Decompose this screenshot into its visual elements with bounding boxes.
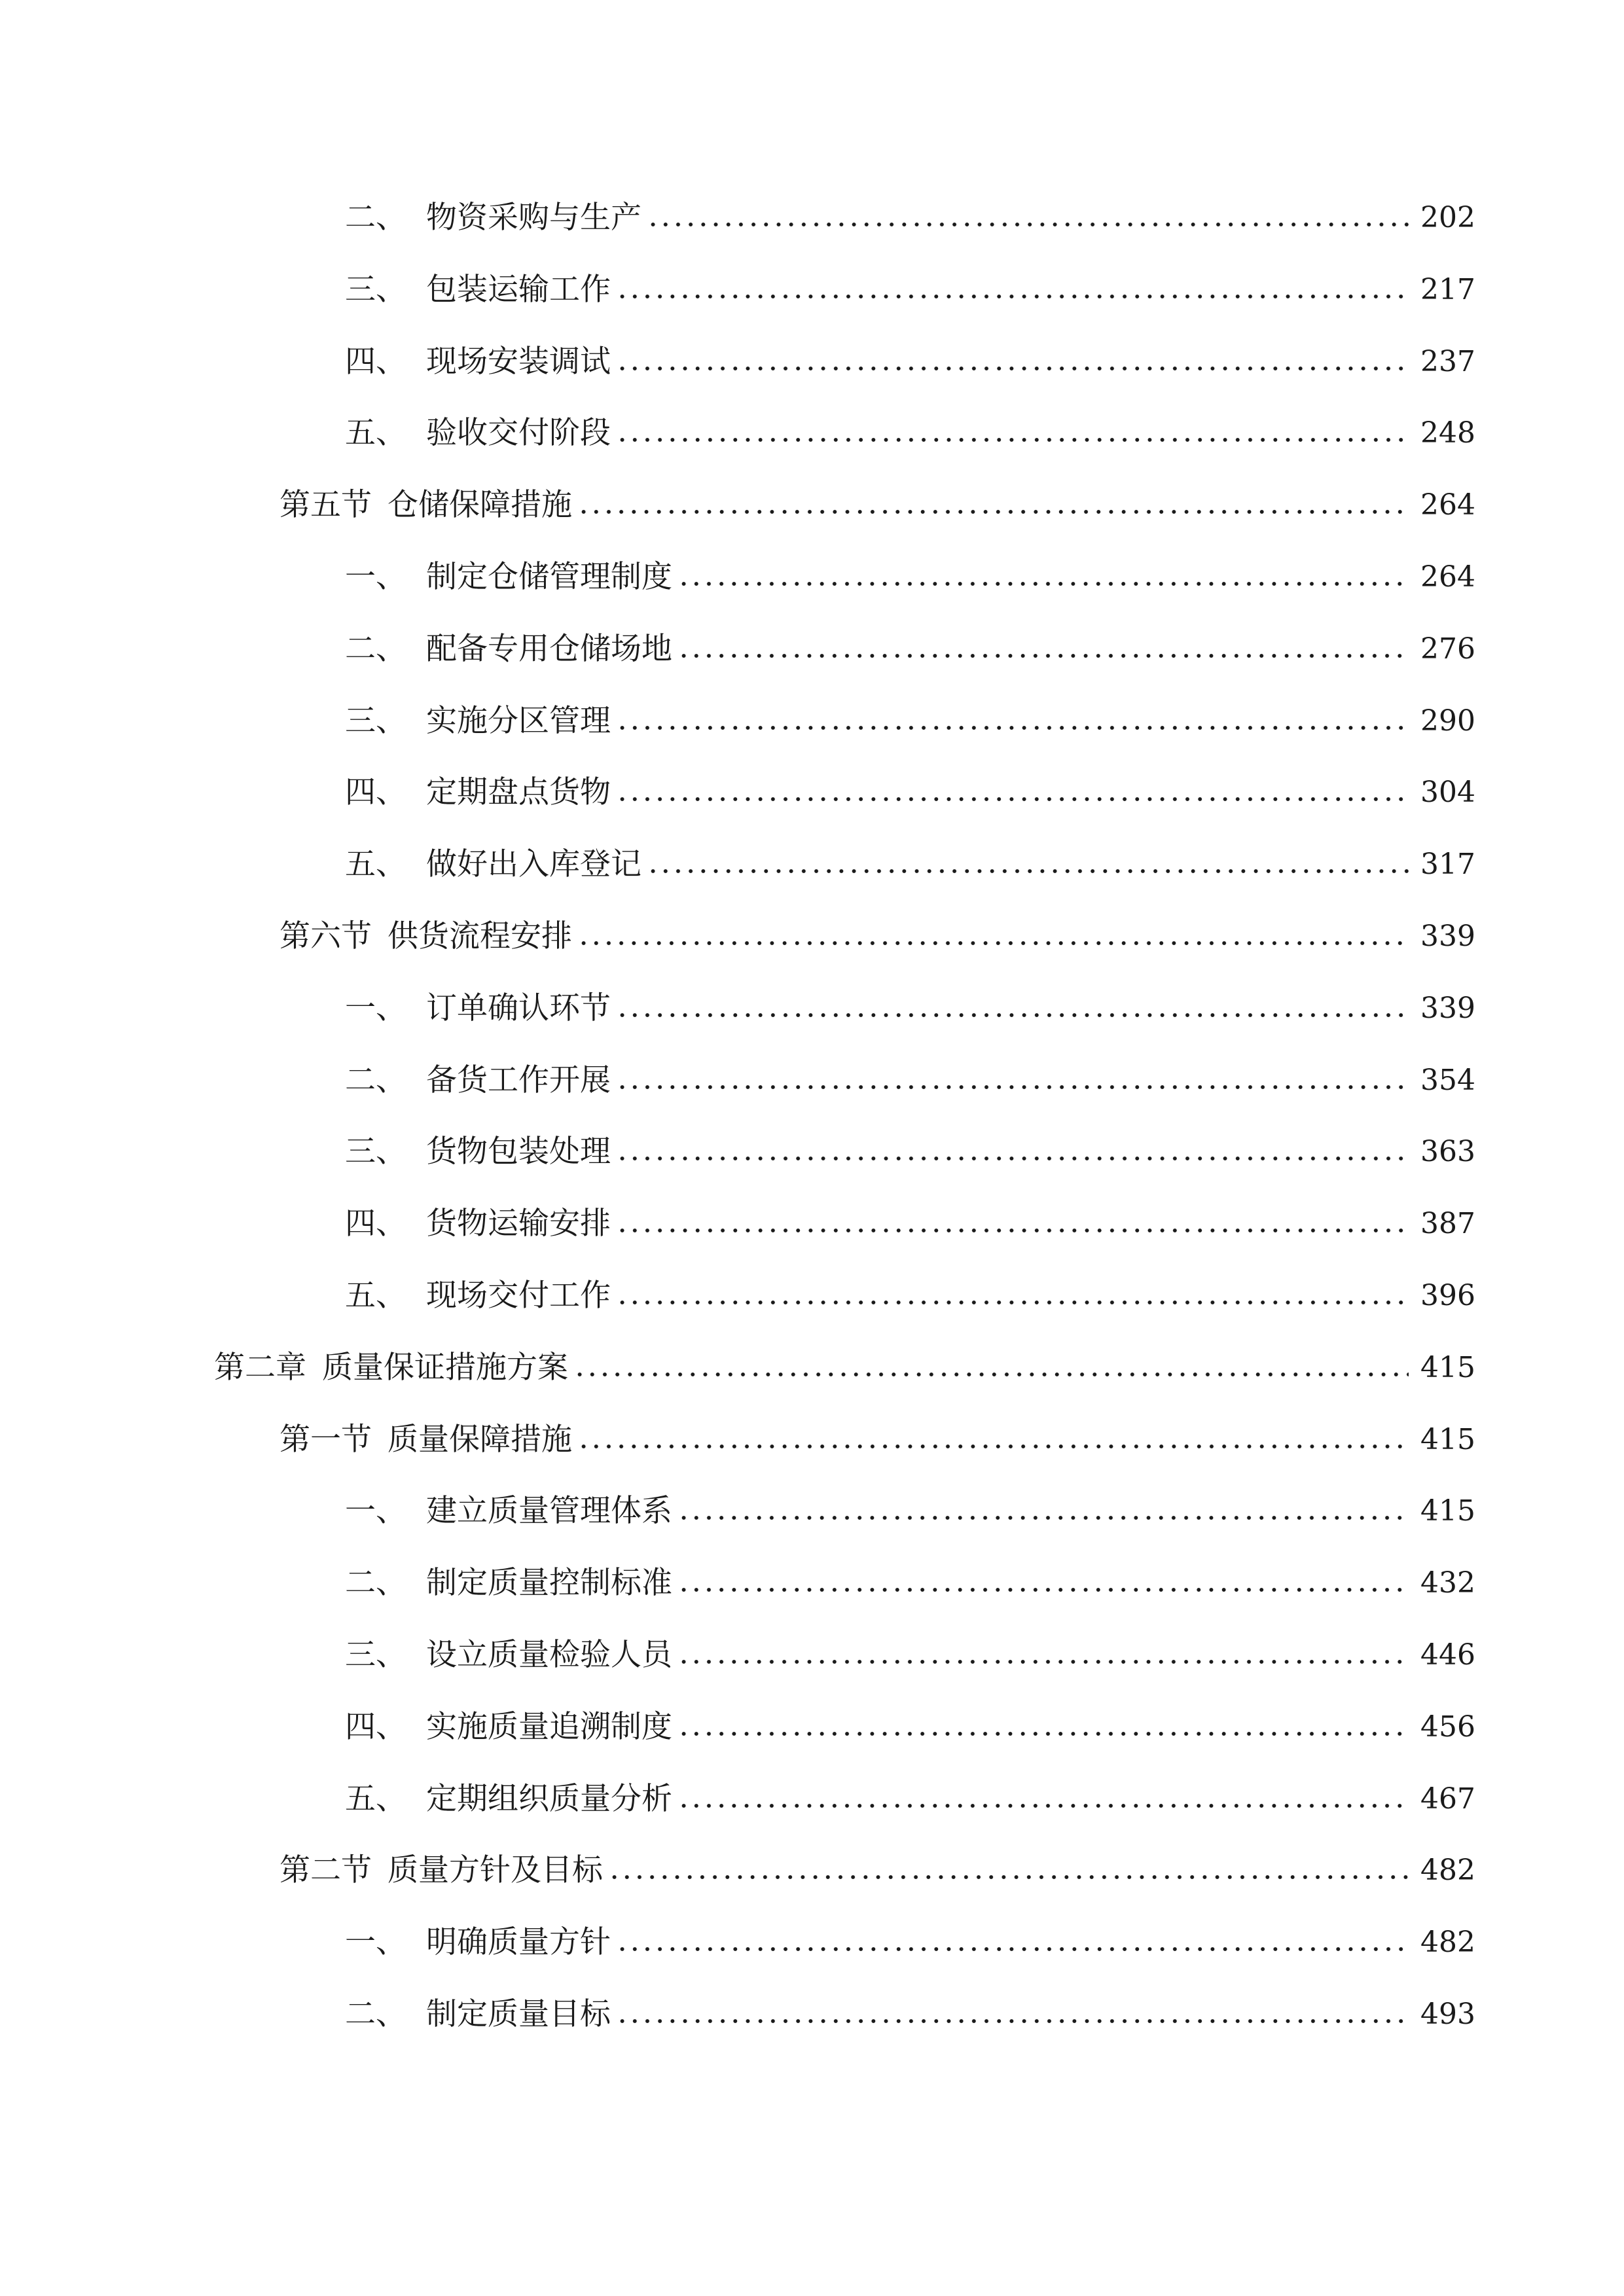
dot-leader [573,1371,1409,1378]
dot-leader [677,1658,1409,1666]
toc-entry-page-number: 217 [1420,273,1475,306]
dot-leader [647,867,1409,875]
dot-leader [616,436,1409,444]
dot-leader [677,1514,1409,1522]
toc-entry[interactable] [345,1767,1475,1819]
toc-entry[interactable] [345,689,1475,741]
toc-entry[interactable] [345,401,1475,453]
toc-entry-number: 二、 [345,1565,406,1601]
dot-leader [608,1873,1409,1881]
toc-entry[interactable] [345,1910,1475,1962]
toc-entry-number: 三、 [345,272,406,308]
toc-entry[interactable] [280,1407,1475,1460]
toc-entry-page-number: 415 [1420,1423,1475,1456]
toc-entry[interactable] [280,473,1475,525]
toc-entry-number: 第二章 [214,1350,306,1386]
dot-leader [616,1083,1409,1091]
toc-entry-number: 一、 [345,559,406,595]
dot-leader [647,221,1409,228]
toc-entry[interactable] [345,1982,1475,2034]
toc-entry-page-number: 493 [1420,1998,1475,2031]
toc-entry-number: 第六节 [280,918,372,954]
toc-entry-title: 设立质量检验人员 [426,1637,672,1673]
toc-entry[interactable] [345,329,1475,382]
toc-entry[interactable] [345,545,1475,597]
toc-entry-number: 第五节 [280,487,372,523]
toc-entry[interactable] [345,1623,1475,1675]
dot-leader [616,795,1409,803]
toc-entry-number: 二、 [345,631,406,667]
toc-entry-page-number: 482 [1420,1926,1475,1959]
toc-entry-number: 一、 [345,1924,406,1960]
toc-entry-page-number: 446 [1420,1638,1475,1672]
toc-entry-page-number: 363 [1420,1135,1475,1168]
toc-entry-title: 质量方针及目标 [388,1852,603,1888]
dot-leader [616,1227,1409,1234]
toc-entry[interactable] [280,1838,1475,1890]
dot-leader [616,1155,1409,1162]
toc-entry[interactable] [345,1695,1475,1747]
toc-entry-title: 现场交付工作 [426,1278,611,1314]
toc-entry[interactable] [345,760,1475,812]
toc-entry-title: 备货工作开展 [426,1062,611,1098]
toc-entry-title: 实施分区管理 [426,703,611,739]
toc-entry-title: 货物运输安排 [426,1206,611,1242]
dot-leader [677,580,1409,588]
toc-entry-page-number: 415 [1420,1494,1475,1528]
toc-entry-title: 明确质量方针 [426,1924,611,1960]
toc-entry-title: 建立质量管理体系 [426,1493,672,1529]
toc-entry-title: 验收交付阶段 [426,415,611,451]
toc-entry-title: 配备专用仓储场地 [426,631,672,667]
toc-entry-page-number: 290 [1420,704,1475,738]
dot-leader [577,508,1409,516]
toc-entry-title: 制定仓储管理制度 [426,559,672,595]
toc-entry-title: 制定质量目标 [426,1996,611,2032]
toc-entry[interactable] [345,1119,1475,1172]
toc-entry-page-number: 415 [1420,1351,1475,1384]
toc-entry-page-number: 387 [1420,1207,1475,1240]
dot-leader [577,939,1409,947]
toc-entry-number: 二、 [345,1996,406,2032]
toc-entry-title: 质量保障措施 [388,1422,572,1458]
toc-entry-page-number: 456 [1420,1710,1475,1744]
toc-entry-page-number: 482 [1420,1854,1475,1887]
toc-entry[interactable] [345,832,1475,884]
dot-leader [616,1299,1409,1306]
toc-entry[interactable] [345,185,1475,238]
toc-entry-number: 第二节 [280,1852,372,1888]
toc-entry-number: 二、 [345,200,406,236]
dot-leader [616,2017,1409,2025]
toc-entry-title: 订单确认环节 [426,990,611,1026]
dot-leader [616,1945,1409,1953]
toc-entry-page-number: 264 [1420,488,1475,522]
toc-entry-title: 实施质量追溯制度 [426,1709,672,1745]
toc-entry-page-number: 202 [1420,201,1475,234]
toc-entry[interactable] [345,1048,1475,1100]
toc-entry[interactable] [345,257,1475,310]
toc-entry[interactable] [345,1263,1475,1316]
toc-entry-title: 制定质量控制标准 [426,1565,672,1601]
toc-entry-page-number: 396 [1420,1279,1475,1312]
toc-entry-page-number: 339 [1420,992,1475,1025]
toc-entry-number: 四、 [345,1709,406,1745]
toc-entry[interactable] [280,904,1475,956]
toc-entry-number: 三、 [345,703,406,739]
toc-entry-title: 货物包装处理 [426,1134,611,1170]
dot-leader [616,365,1409,372]
toc-entry-title: 包装运输工作 [426,272,611,308]
toc-entry-title: 供货流程安排 [388,918,572,954]
dot-leader [616,1011,1409,1019]
dot-leader [616,293,1409,300]
toc-entry-number: 第一节 [280,1422,372,1458]
toc-entry[interactable] [345,1551,1475,1603]
toc-entry-page-number: 339 [1420,920,1475,953]
toc-entry-page-number: 317 [1420,848,1475,881]
toc-entry-number: 一、 [345,1493,406,1529]
dot-leader [577,1443,1409,1450]
dot-leader [677,652,1409,660]
toc-entry-number: 五、 [345,1781,406,1817]
toc-entry[interactable] [345,976,1475,1028]
toc-entry-page-number: 432 [1420,1566,1475,1600]
toc-entry-number: 四、 [345,1206,406,1242]
toc-entry-number: 五、 [345,846,406,882]
toc-entry-number: 四、 [345,344,406,380]
toc-entry[interactable] [345,617,1475,669]
toc-entry-title: 定期盘点货物 [426,774,611,810]
toc-entry[interactable] [214,1335,1475,1388]
toc-entry-title: 做好出入库登记 [426,846,641,882]
dot-leader [677,1586,1409,1594]
toc-entry-title: 现场安装调试 [426,344,611,380]
toc-entry-number: 三、 [345,1134,406,1170]
toc-entry-page-number: 304 [1420,776,1475,809]
toc-entry-page-number: 276 [1420,632,1475,666]
toc-entry[interactable] [345,1479,1475,1531]
toc-entry-number: 四、 [345,774,406,810]
toc-entry-title: 物资采购与生产 [426,200,641,236]
toc-entry-number: 二、 [345,1062,406,1098]
toc-entry-page-number: 467 [1420,1782,1475,1816]
toc-entry-title: 定期组织质量分析 [426,1781,672,1817]
toc-entry-title: 仓储保障措施 [388,487,572,523]
toc-entry-title: 质量保证措施方案 [322,1350,568,1386]
dot-leader [616,724,1409,732]
toc-entry[interactable] [345,1191,1475,1244]
toc-entry-page-number: 354 [1420,1064,1475,1097]
dot-leader [677,1802,1409,1810]
toc-entry-number: 五、 [345,415,406,451]
dot-leader [677,1730,1409,1738]
toc-entry-page-number: 237 [1420,345,1475,378]
toc-entry-page-number: 264 [1420,560,1475,594]
toc-entry-number: 三、 [345,1637,406,1673]
toc-entry-number: 一、 [345,990,406,1026]
toc-entry-page-number: 248 [1420,416,1475,450]
toc-entry-number: 五、 [345,1278,406,1314]
